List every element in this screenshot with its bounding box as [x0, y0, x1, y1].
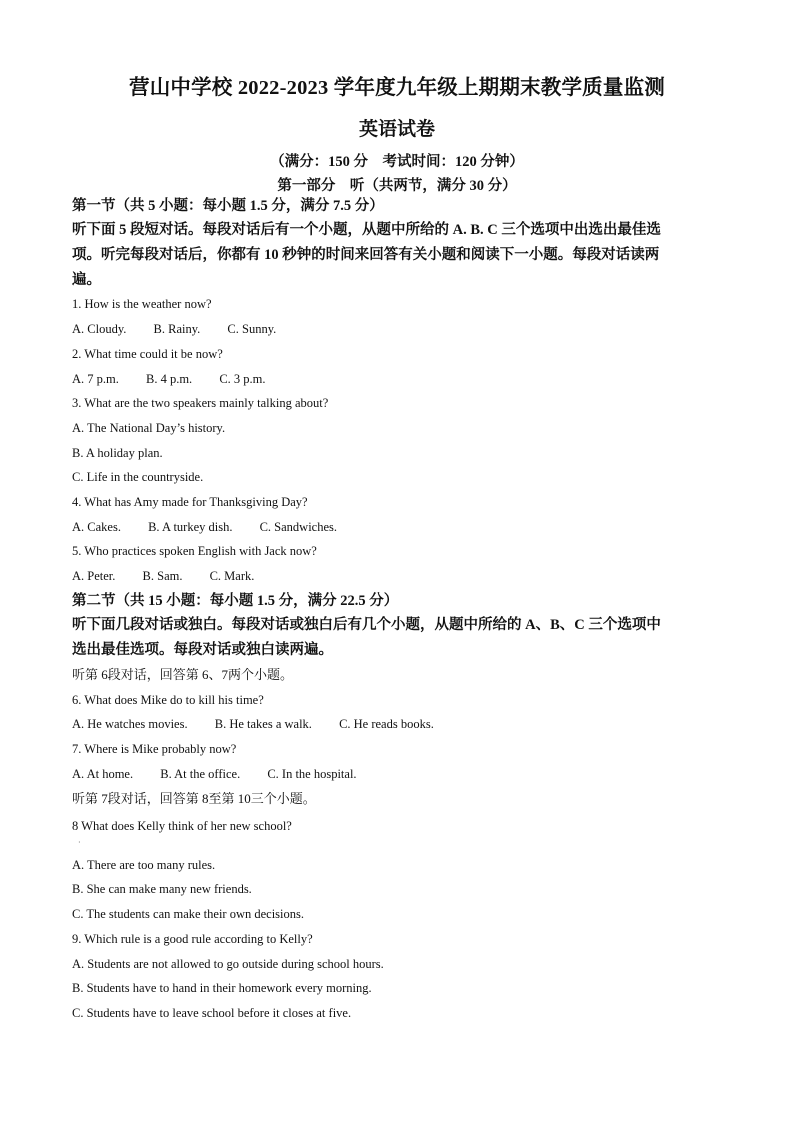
- question-9: 9. Which rule is a good rule according to Kelly?: [72, 932, 313, 946]
- instruction-line: 项。听完每段对话后，你都有 10 秒钟的时间来回答有关小题和阅读下一小题。每段对话读两: [72, 247, 660, 263]
- option-b: B. Sam.: [142, 569, 183, 583]
- option-a: A. At home.: [72, 767, 134, 781]
- option-b: B. Students have to hand in their homework every morning.: [72, 981, 372, 995]
- option-c: C. The students can make their own decisions.: [72, 907, 305, 921]
- option-a: A. Students are not allowed to go outside during school hours.: [72, 957, 384, 971]
- dialog-6-note: 听第 6段对话，回答第 6、7两个小题。: [72, 667, 294, 682]
- question-8: 8 What does Kelly think of her new school?: [72, 819, 292, 833]
- option-a: A. Cakes.: [72, 520, 121, 534]
- option-a: A. The National Day’s history.: [72, 421, 226, 435]
- option-a: A. There are too many rules.: [72, 858, 216, 872]
- question-7: 7. Where is Mike probably now?: [72, 742, 237, 756]
- option-c: C. Sunny.: [227, 322, 277, 336]
- section1-heading: 第一节（共 5 小题：每小题 1.5 分，满分 7.5 分）: [72, 198, 384, 214]
- option-b: B. At the office.: [160, 767, 241, 781]
- option-c: C. Students have to leave school before it closes at five.: [72, 1006, 352, 1020]
- stray-mark: ·: [78, 838, 81, 847]
- option-c: C. Life in the countryside.: [72, 470, 204, 484]
- question-7-options: [72, 766, 724, 782]
- exam-title: 营山中学校 2022-2023 学年度九年级上期期末教学质量监测: [129, 77, 665, 99]
- question-1: 1. How is the weather now?: [72, 297, 212, 311]
- section1-instructions: [72, 218, 724, 293]
- question-3: 3. What are the two speakers mainly talking about?: [72, 396, 329, 410]
- option-b: B. 4 p.m.: [146, 372, 193, 386]
- option-c: C. In the hospital.: [267, 767, 357, 781]
- instruction-line: 听下面 5 段短对话。每段对话后有一个小题，从题中所给的 A. B. C 三个选项中出选出最佳选: [72, 222, 661, 238]
- option-c: C. He reads books.: [339, 717, 434, 731]
- option-a: A. 7 p.m.: [72, 372, 119, 386]
- question-5: 5. Who practices spoken English with Jack now?: [72, 544, 317, 558]
- question-5-options: [72, 568, 724, 584]
- option-b: B. A turkey dish.: [148, 520, 233, 534]
- question-4-options: [72, 519, 724, 535]
- question-2-options: [72, 371, 724, 387]
- instruction-line: 遍。: [72, 272, 101, 288]
- instruction-line: 选出最佳选项。每段对话或独白读两遍。: [72, 642, 333, 658]
- question-6-options: [72, 716, 724, 732]
- question-4: 4. What has Amy made for Thanksgiving Day?: [72, 495, 308, 509]
- question-6: 6. What does Mike do to kill his time?: [72, 693, 264, 707]
- option-b: B. Rainy.: [153, 322, 201, 336]
- option-c: C. Mark.: [209, 569, 255, 583]
- option-a: A. He watches movies.: [72, 717, 188, 731]
- question-1-options: [72, 321, 724, 337]
- option-c: C. Sandwiches.: [259, 520, 338, 534]
- section2-instructions: [72, 613, 724, 663]
- option-b: B. He takes a walk.: [214, 717, 312, 731]
- option-a: A. Peter.: [72, 569, 116, 583]
- option-a: A. Cloudy.: [72, 322, 127, 336]
- question-2: 2. What time could it be now?: [72, 347, 223, 361]
- instruction-line: 听下面几段对话或独白。每段对话或独白后有几个小题，从题中所给的 A、B、C 三个选项中: [72, 617, 661, 633]
- option-b: B. She can make many new friends.: [72, 882, 252, 896]
- exam-subject: 英语试卷: [358, 119, 435, 140]
- exam-meta: （满分：150 分 考试时间：120 分钟）: [270, 154, 524, 170]
- section2-heading: 第二节（共 15 小题：每小题 1.5 分，满分 22.5 分）: [72, 593, 399, 609]
- option-c: C. 3 p.m.: [219, 372, 266, 386]
- part-heading: 第一部分 听（共两节，满分 30 分）: [277, 178, 517, 194]
- option-b: B. A holiday plan.: [72, 446, 163, 460]
- dialog-7-note: 听第 7段对话，回答第 8至第 10三个小题。: [72, 791, 316, 806]
